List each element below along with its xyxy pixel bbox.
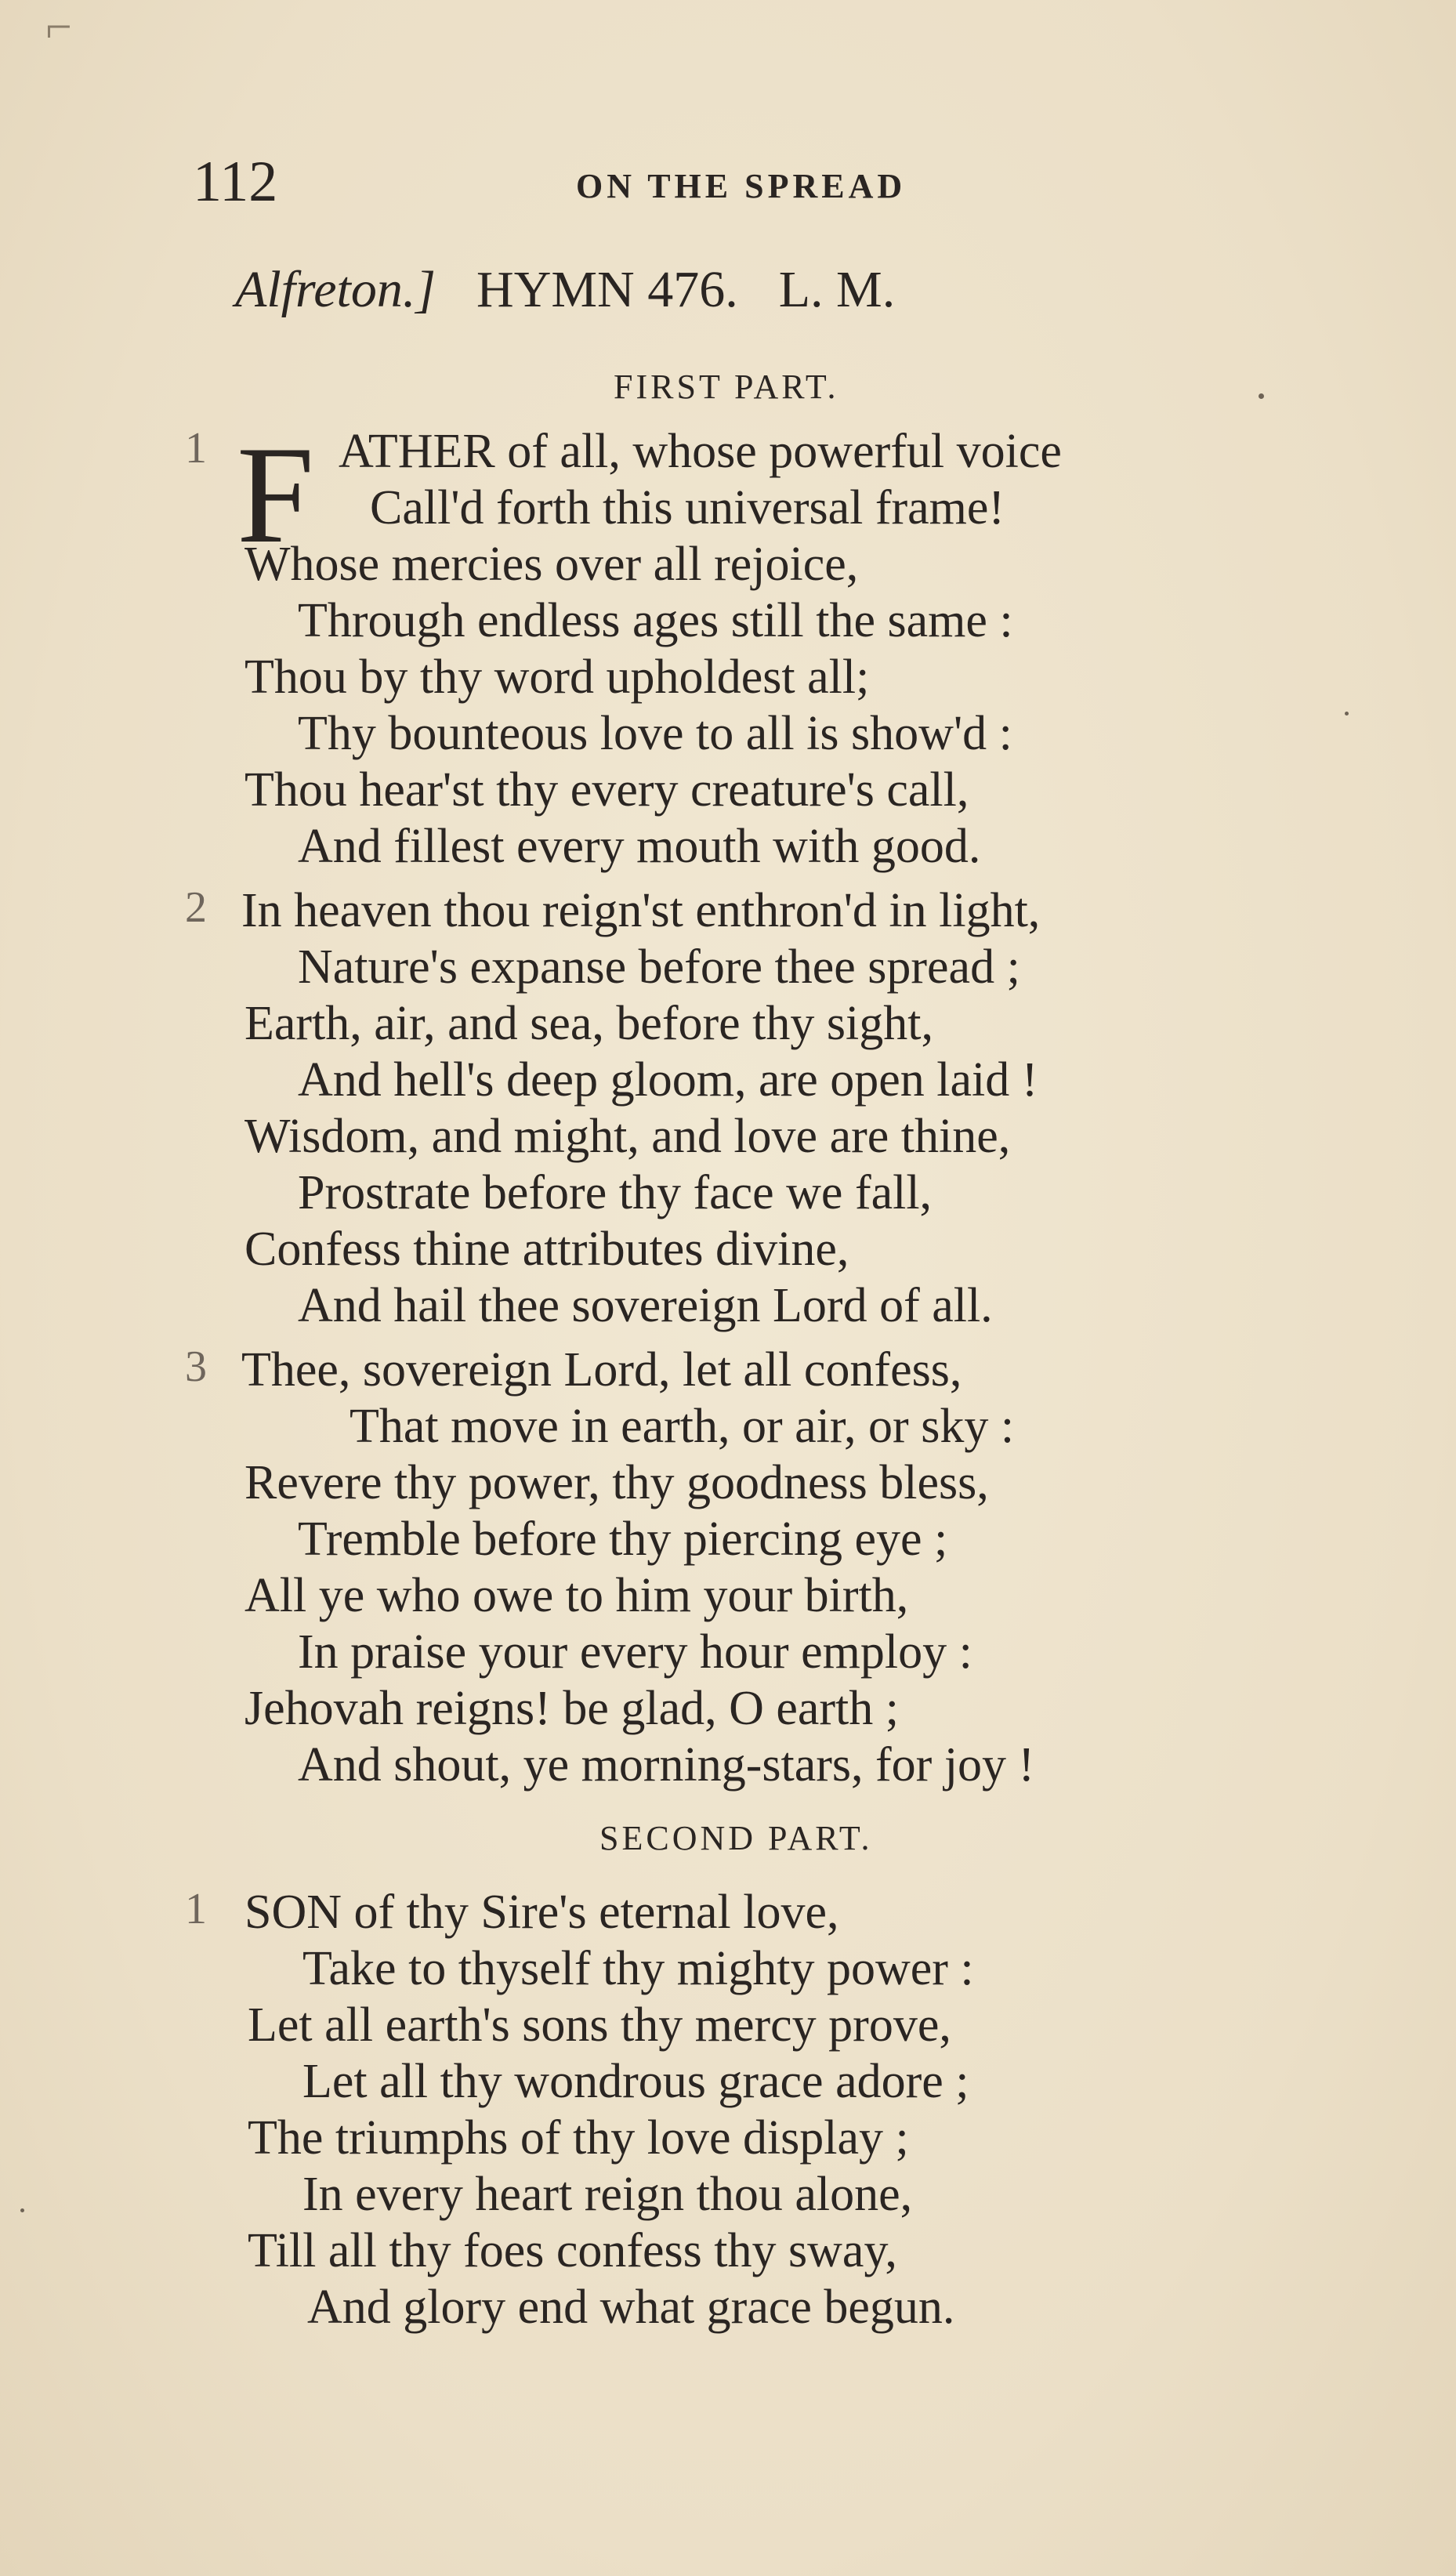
part-title-first: FIRST PART. xyxy=(614,368,839,406)
running-head: ON THE SPREAD xyxy=(576,167,907,205)
paper-speck xyxy=(20,2208,24,2212)
stanza-number: 3 xyxy=(185,1342,207,1391)
stanza-line: And shout, ye morning-stars, for joy ! xyxy=(298,1738,1035,1792)
stanza-line: And fillest every mouth with good. xyxy=(298,820,981,873)
stanza-line: Wisdom, and might, and love are thine, xyxy=(244,1110,1011,1163)
stanza-line: ATHER of all, whose powerful voice xyxy=(339,425,1062,478)
hymn-meter: L. M. xyxy=(778,261,896,318)
drop-cap: F xyxy=(237,417,314,572)
stanza-line: Till all thy foes confess thy sway, xyxy=(248,2224,897,2277)
stanza-line: SON of thy Sire's eternal love, xyxy=(244,1886,839,1939)
stanza-line: And glory end what grace begun. xyxy=(307,2281,955,2334)
stanza-number: 1 xyxy=(185,424,207,473)
page-number: 112 xyxy=(193,150,278,214)
stanza-line: Thou hear'st thy every creature's call, xyxy=(244,763,969,817)
part-title-second: SECOND PART. xyxy=(599,1819,873,1857)
stanza-line: In every heart reign thou alone, xyxy=(302,2168,913,2221)
stanza-line: Thou by thy word upholdest all; xyxy=(244,650,870,704)
stanza-line: That move in earth, or air, or sky : xyxy=(350,1400,1015,1453)
stanza-line: Tremble before thy piercing eye ; xyxy=(298,1513,948,1566)
page-header xyxy=(0,149,1456,219)
tune-name: Alfreton.] xyxy=(235,261,436,318)
stanza-number: 1 xyxy=(185,1885,207,1933)
stanza-line: Let all earth's sons thy mercy prove, xyxy=(248,1998,951,2052)
stanza-line: Revere thy power, thy goodness bless, xyxy=(244,1456,989,1509)
paper-speck xyxy=(1259,393,1264,399)
stanza-line: Thy bounteous love to all is show'd : xyxy=(298,707,1012,760)
stanza-line: And hail thee sovereign Lord of all. xyxy=(298,1279,993,1332)
stanza-line: Let all thy wondrous grace adore ; xyxy=(302,2055,969,2108)
corner-pencil-mark: ⌐ xyxy=(45,1,72,53)
paper-speck xyxy=(1345,712,1349,716)
stanza-number: 2 xyxy=(185,883,207,932)
stanza-line: Thee, sovereign Lord, let all confess, xyxy=(241,1343,962,1397)
stanza-line: All ye who owe to him your birth, xyxy=(244,1569,909,1622)
stanza-line: Call'd forth this universal frame! xyxy=(370,481,1005,534)
stanza-line: Prostrate before thy face we fall, xyxy=(298,1166,933,1219)
stanza-line: Earth, air, and sea, before thy sight, xyxy=(244,997,933,1050)
stanza-line: Jehovah reigns! be glad, O earth ; xyxy=(244,1682,900,1735)
stanza-line: And hell's deep gloom, are open laid ! xyxy=(298,1053,1038,1107)
stanza-line: Whose mercies over all rejoice, xyxy=(244,538,859,591)
stanza-line: In praise your every hour employ : xyxy=(298,1625,972,1679)
hymn-title: HYMN 476. xyxy=(476,261,738,318)
stanza-line: Through endless ages still the same : xyxy=(298,594,1013,647)
hymn-heading xyxy=(235,260,1254,331)
stanza-line: Nature's expanse before thee spread ; xyxy=(298,940,1020,994)
stanza-line: In heaven thou reign'st enthron'd in light, xyxy=(241,884,1041,937)
stanza-line: The triumphs of thy love display ; xyxy=(248,2111,909,2165)
stanza-line: Confess thine attributes divine, xyxy=(244,1223,849,1276)
stanza-line: Take to thyself thy mighty power : xyxy=(302,1942,974,1995)
